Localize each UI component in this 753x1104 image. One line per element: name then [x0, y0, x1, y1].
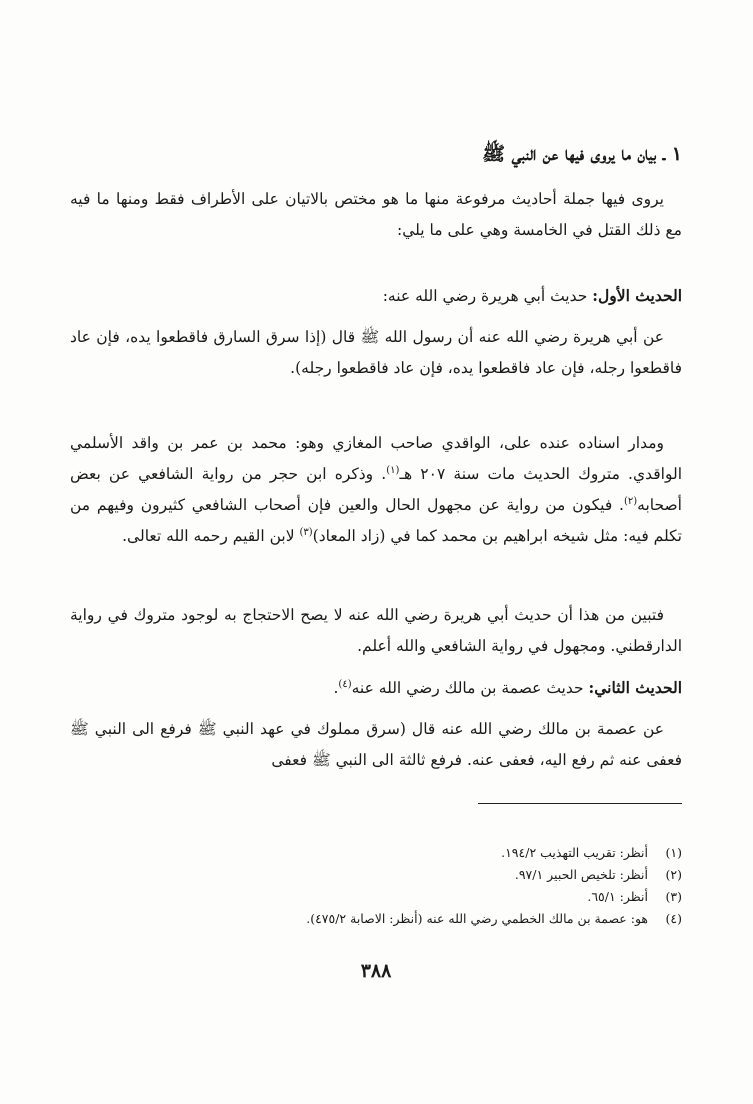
- hadith1-label: الحديث الأول:: [592, 286, 682, 305]
- page-number: ٣٨٨: [360, 960, 392, 982]
- footnote-separator: [478, 803, 682, 804]
- intro-paragraph: [70, 184, 682, 246]
- footnote: [70, 842, 682, 864]
- book-page: [70, 0, 682, 1104]
- hadith2-title: حديث عصمة بن مالك رضي الله عنه: [351, 679, 584, 697]
- hadith1-text: عن أبي هريرة رضي الله عنه أن رسول الله ﷺ قال (إذا سرق السارق فاقطعوا يده، فإن عاد فاقطعوا رجله، فإن عاد فاقطعوا يده، فإن عاد فاقطعوا رجله).: [70, 328, 682, 377]
- isnad-text-3: . فيكون من رواية عن مجهول الحال والعين فإن أصحاب الشافعي كثيرون وفيهم من تكلم فيه: مثل شيخه ابراهيم بن محمد كما في (زاد المعاد): [70, 496, 682, 545]
- footnote-number: (٤): [665, 911, 682, 926]
- hadith2-text: عن عصمة بن مالك رضي الله عنه قال (سرق مملوك في عهد النبي ﷺ فرفع الى النبي ﷺ فعفى عنه ثم رفع اليه، فعفى عنه. فرفع ثالثة الى النبي ﷺ فعفى: [70, 720, 682, 769]
- footnote-number: (٣): [665, 889, 682, 904]
- isnad-paragraph: [70, 428, 682, 552]
- conclusion-paragraph: [70, 600, 682, 662]
- footnote-text: أنظر: تقريب التهذيب ١٩٤/٢.: [501, 845, 648, 860]
- isnad-text-2: . وذكره ابن حجر من رواية الشافعي عن بعض أصحابه: [70, 465, 682, 514]
- hadith2-label: الحديث الثاني:: [588, 678, 682, 697]
- footnote-ref-2[interactable]: (٢): [623, 495, 638, 507]
- footnote-ref-1[interactable]: (١): [386, 464, 400, 476]
- footnote: [70, 864, 682, 886]
- footnote-text: أنظر: تلخيص الحبير ٩٧/١.: [514, 867, 648, 882]
- footnote-text: هو: عصمة بن مالك الخطمي رضي الله عنه (أنظر: الاصابة ٤٧٥/٢).: [306, 911, 648, 926]
- hadith2-text-paragraph: [70, 714, 682, 776]
- intro-text: يروى فيها جملة أحاديث مرفوعة منها ما هو مختص بالاتيان على الأطراف فقط ومنها ما فيه مع ذلك القتل في الخامسة وهي على ما يلي:: [70, 190, 682, 239]
- footnote-number: (١): [665, 845, 682, 860]
- hadith2-heading: [70, 672, 682, 704]
- hadith1-text-paragraph: [70, 322, 682, 384]
- section-heading: ١ ـ بيان ما يروى فيها عن النبي ﷺ: [482, 143, 682, 165]
- footnote-text: أنظر: ٦٥/١.: [587, 889, 648, 904]
- isnad-text-4: لابن القيم رحمه الله تعالى.: [122, 527, 300, 545]
- hadith2-title-end: .: [333, 679, 339, 697]
- isnad-text-1: ومدار اسناده عنده على، الواقدي صاحب المغازي وهو: محمد بن عمر بن واقد الأسلمي الواقدي. متروك الحديث مات سنة ٢٠٧ هـ: [70, 434, 683, 483]
- footnote-ref-4[interactable]: (٤): [338, 678, 352, 690]
- hadith1-heading: [70, 280, 682, 312]
- hadith1-title: حديث أبي هريرة رضي الله عنه:: [382, 287, 588, 305]
- conclusion-text: فتبين من هذا أن حديث أبي هريرة رضي الله عنه لا يصح الاحتجاج به لوجود متروك في رواية الدارقطني. ومجهول في رواية الشافعي والله أعلم.: [70, 606, 682, 655]
- footnote-ref-3[interactable]: (٣): [299, 526, 313, 538]
- footnote: [70, 886, 682, 908]
- footnote-number: (٢): [665, 867, 682, 882]
- footnote: [70, 908, 682, 930]
